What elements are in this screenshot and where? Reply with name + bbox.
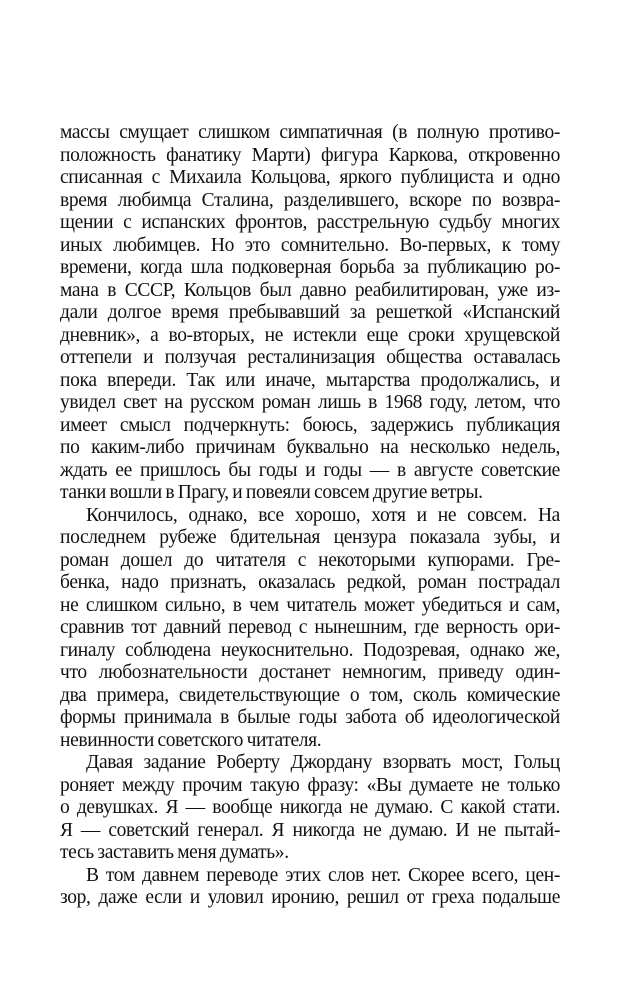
paragraph bbox=[60, 122, 560, 505]
text-line: ждать ее пришлось бы годы и годы — в августе советские bbox=[60, 459, 560, 481]
text-line: дали долгое время пребывавший за решеткой «Испанский bbox=[60, 302, 560, 323]
text-line: не слишком сильно, в чем читатель может убедиться и сам, bbox=[60, 594, 560, 616]
text-line: пока впереди. Так или иначе, мытарства продолжались, и bbox=[60, 369, 560, 391]
text-line: гиналу соблюдена неукоснительно. Подозревая, однако же, bbox=[60, 639, 560, 661]
text-line: иных любимцев. Но это сомнительно. Во-первых, к тому bbox=[60, 234, 560, 256]
text-line: списанная с Михаила Кольцова, яркого публициста и одно bbox=[60, 167, 560, 188]
text-line: тесь заставить меня думать». bbox=[60, 842, 289, 863]
text-line: невинности советского читателя. bbox=[60, 729, 322, 751]
text-line: В том давнем переводе этих слов нет. Скорее всего, цен- bbox=[86, 864, 560, 886]
text-line: по каким-либо причинам буквально на несколько недель, bbox=[60, 437, 560, 458]
text-line: дневник», а во-вторых, не истекли еще сроки хрущевской bbox=[60, 324, 560, 346]
text-line: Кончилось, однако, все хорошо, хотя и не совсем. На bbox=[86, 504, 560, 526]
text-line: Я — советский генерал. Я никогда не думаю. И не пытай- bbox=[60, 819, 560, 841]
text-line: увидел свет на русском роман лишь в 1968 году, летом, что bbox=[60, 392, 560, 413]
text-line: Давая задание Роберту Джордану взорвать мост, Гольц bbox=[86, 752, 560, 773]
text-line: зор, даже если и уловил иронию, решил от греха подальше bbox=[60, 887, 560, 908]
text-line: роман дошел до читателя с некоторыми купюрами. Гре- bbox=[60, 549, 560, 571]
text-line: танки вошли в Прагу, и повеяли совсем другие ветры. bbox=[60, 482, 483, 503]
book-page bbox=[60, 122, 560, 910]
text-line: бенка, надо признать, оказалась редкой, роман пострадал bbox=[60, 572, 560, 593]
paragraph bbox=[60, 752, 560, 865]
text-line: что любознательности достанет немногим, приведу один- bbox=[60, 662, 560, 683]
text-line: времени, когда шла подковерная борьба за публикацию ро- bbox=[60, 257, 560, 278]
text-line: оттепели и ползучая ресталинизация общества оставалась bbox=[60, 347, 560, 368]
text-line: время любимца Сталина, разделившего, вскоре по возвра- bbox=[60, 189, 560, 211]
text-line: последнем рубеже бдительная цензура показала зубы, и bbox=[60, 527, 560, 548]
text-line: о девушках. Я — вообще никогда не думаю. С какой стати. bbox=[60, 797, 560, 818]
text-line: мана в СССР, Кольцов был давно реабилитирован, уже из- bbox=[60, 279, 560, 301]
text-line: сравнив тот давний перевод с нынешним, где верность ори- bbox=[60, 617, 560, 638]
text-line: массы смущает слишком симпатичная (в полную противо- bbox=[60, 122, 560, 143]
text-line: щении с испанских фронтов, расстрельную судьбу многих bbox=[60, 212, 560, 233]
paragraph bbox=[60, 505, 560, 753]
text-line: два примера, свидетельствующие о том, сколь комические bbox=[60, 684, 560, 706]
paragraph bbox=[60, 865, 560, 910]
text-line: положность фанатику Марти) фигура Каркова, откровенно bbox=[60, 144, 560, 166]
text-line: роняет между прочим такую фразу: «Вы думаете не только bbox=[60, 774, 560, 796]
text-line: формы принимала в былые годы забота об идеологической bbox=[60, 707, 560, 728]
text-line: имеет смысл подчеркнуть: боюсь, задержись публикация bbox=[60, 414, 560, 436]
